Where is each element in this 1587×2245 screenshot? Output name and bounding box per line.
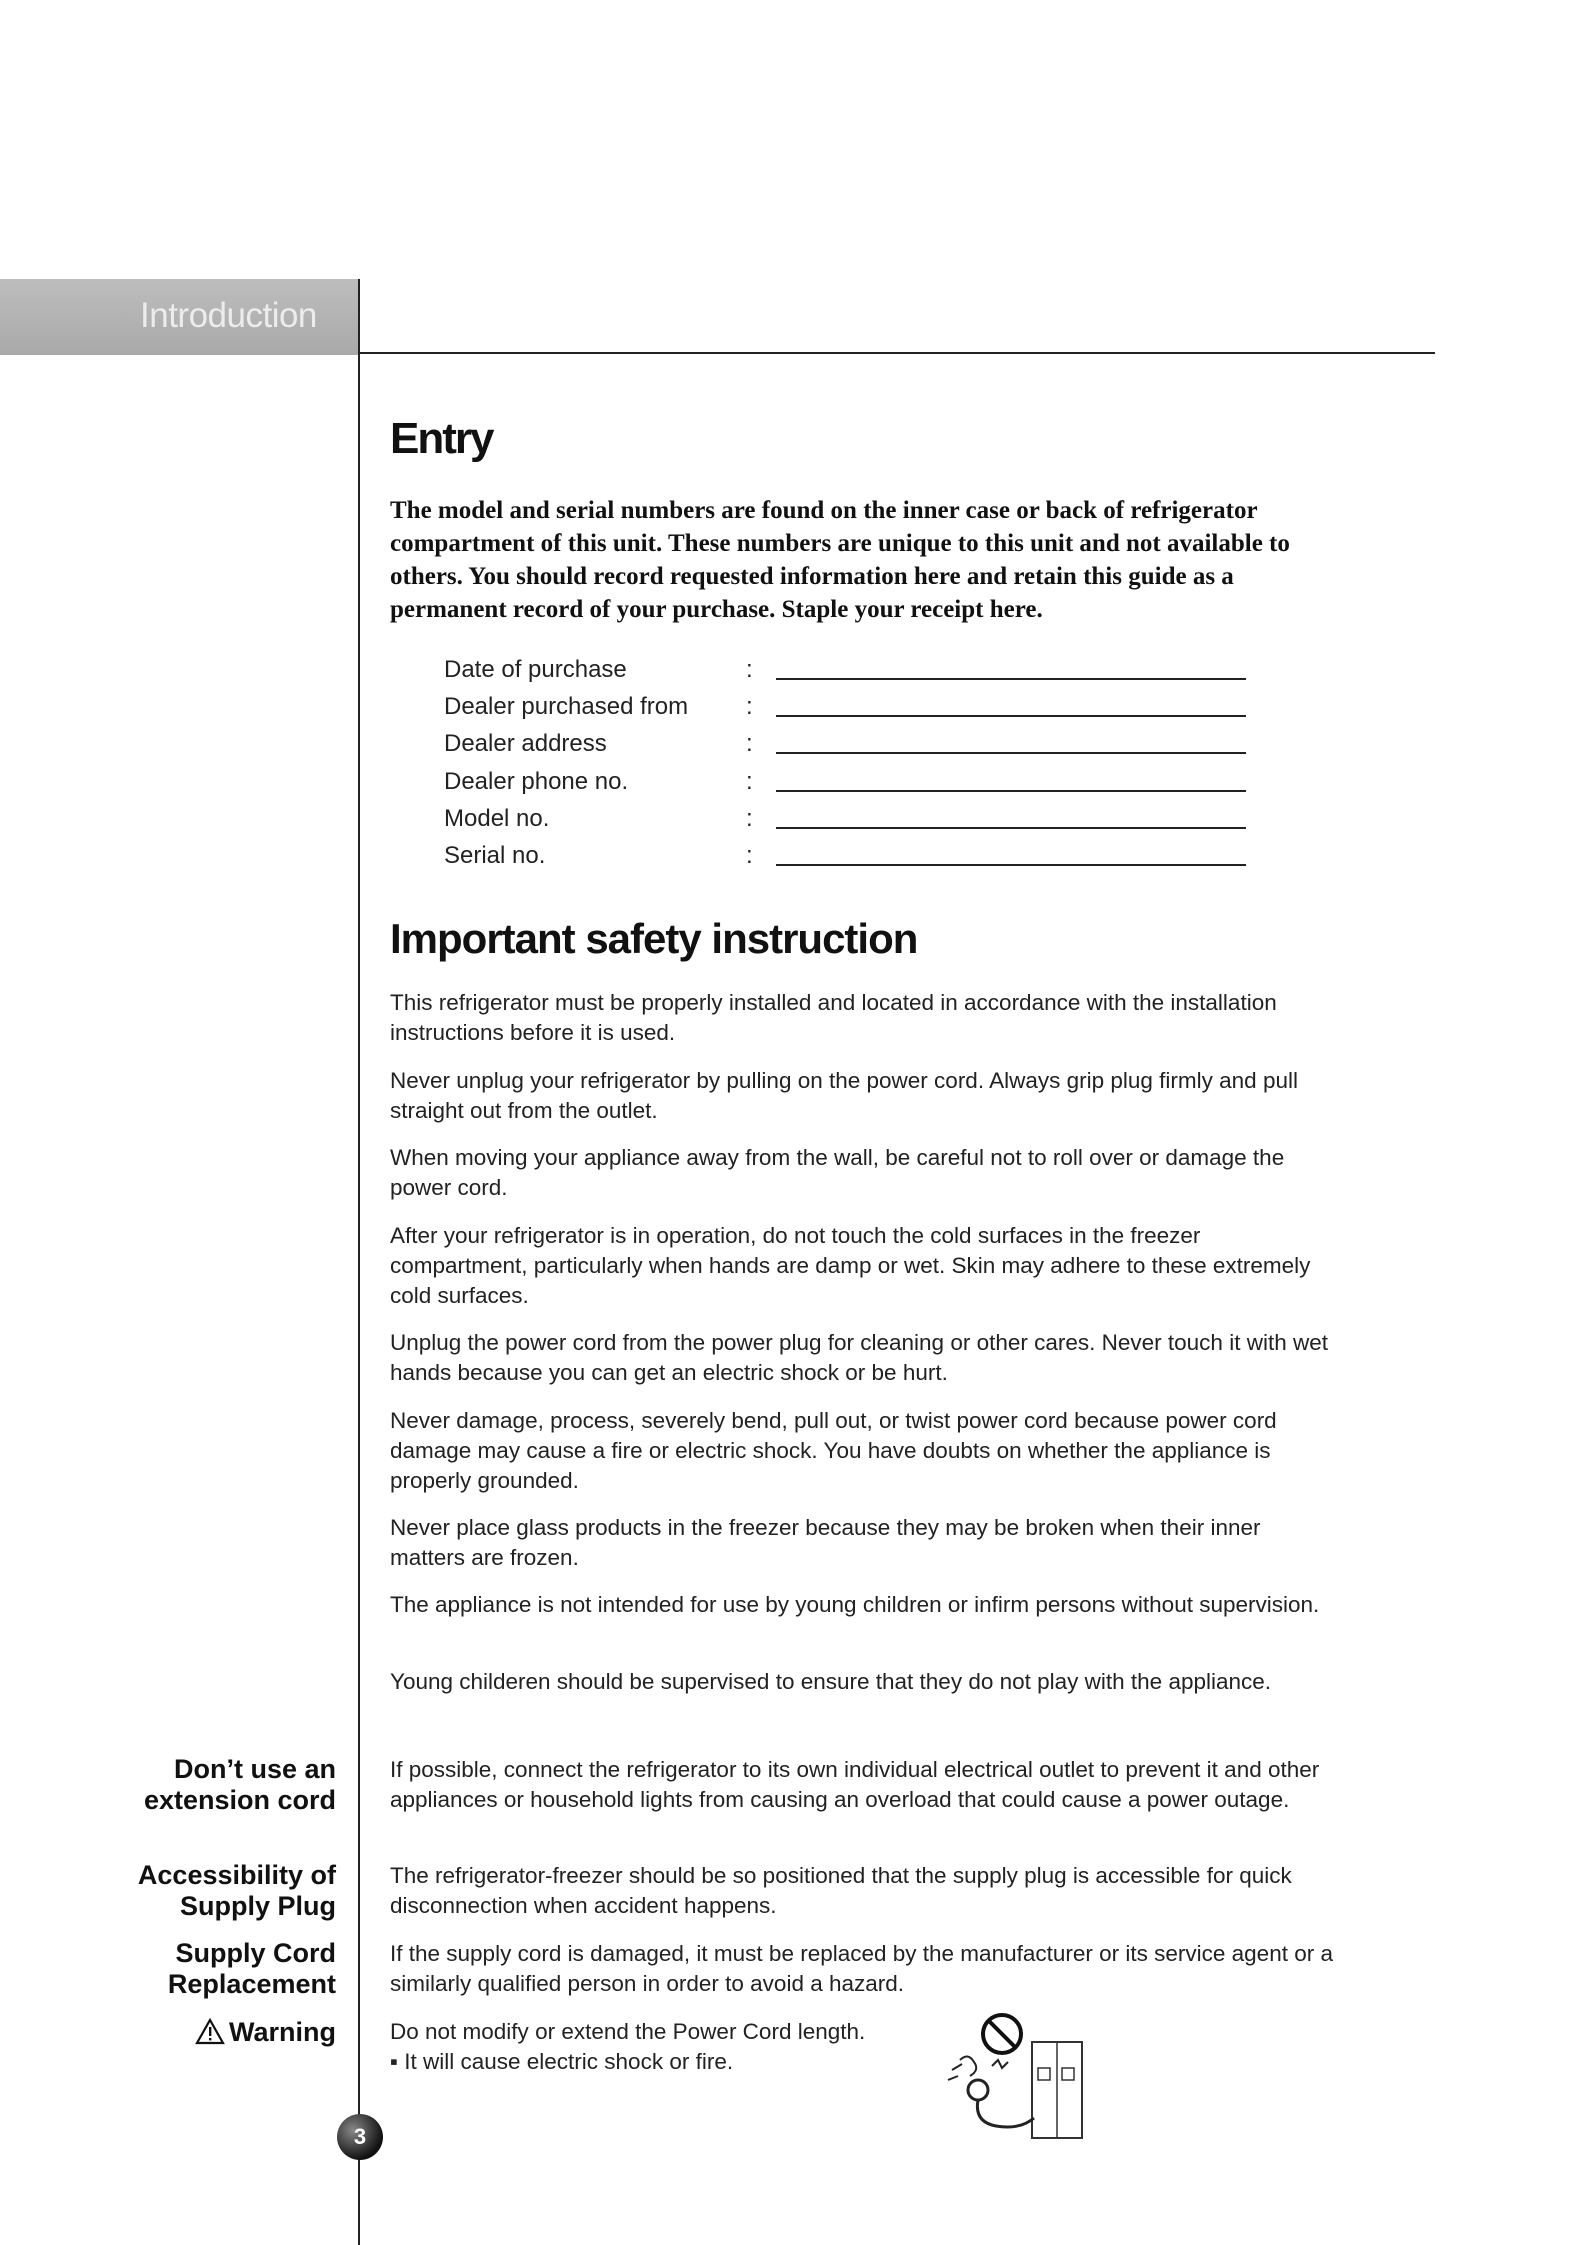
warning-bullet: ▪ It will cause electric shock or fire. xyxy=(390,2049,734,2074)
section-text-extension: If possible, connect the refrigerator to its own individual electrical outlet to prevent it and other appliances or household lights from causing an overload that could cause a power outage. xyxy=(390,1757,1320,1812)
horizontal-rule xyxy=(360,352,1435,354)
warning-label: Warning xyxy=(229,2017,336,2047)
section-text-cord-replacement: If the supply cord is damaged, it must be replaced by the manufacturer or its service agent or a similarly qualified person in order to avoid a hazard. xyxy=(390,1941,1333,1996)
safety-paragraph: After your refrigerator is in operation, do not touch the cold surfaces in the freezer compartment, particularly when hands are damp or wet. Skin may adhere to these extremely cold surfaces. xyxy=(390,1223,1311,1308)
form-colon: : xyxy=(746,805,753,832)
form-label: Model no. xyxy=(444,805,550,832)
section-tab-label: Introduction xyxy=(140,296,317,335)
entry-title: Entry xyxy=(390,414,493,463)
form-blank-line[interactable] xyxy=(776,752,1246,754)
form-colon: : xyxy=(746,730,753,757)
safety-paragraph: Unplug the power cord from the power plug for cleaning or other cares. Never touch it with wet hands because you can get an electric shock or be hurt. xyxy=(390,1330,1328,1385)
entry-intro: The model and serial numbers are found on the inner case or back of refrigerator compartment of this unit. These numbers are unique to this unit and not available to others. You should record requested information here and retain this guide as a permanent record of your purchase. Staple your receipt here. xyxy=(390,497,1290,623)
form-blank-line[interactable] xyxy=(776,790,1246,792)
form-label: Date of purchase xyxy=(444,656,627,683)
form-blank-line[interactable] xyxy=(776,715,1246,717)
safety-paragraph: When moving your appliance away from the wall, be careful not to roll over or damage the power cord. xyxy=(390,1145,1285,1200)
safety-paragraph: This refrigerator must be properly installed and located in accordance with the installation instructions before it is used. xyxy=(390,990,1277,1045)
side-heading-cord-replacement: Supply Cord Replacement xyxy=(167,1938,336,1999)
form-colon: : xyxy=(746,842,753,869)
form-label: Dealer address xyxy=(444,730,607,757)
form-label: Dealer purchased from xyxy=(444,693,689,720)
form-blank-line[interactable] xyxy=(776,827,1246,829)
vertical-rule xyxy=(358,279,360,2245)
form-colon: : xyxy=(746,693,753,720)
form-label: Serial no. xyxy=(444,842,546,869)
form-colon: : xyxy=(746,768,753,795)
side-heading-extension: Don’t use an extension cord xyxy=(143,1754,336,1815)
side-heading-accessibility: Accessibility of Supply Plug xyxy=(137,1860,336,1921)
no-extension-cord-icon xyxy=(940,2010,1090,2145)
safety-paragraph: Never damage, process, severely bend, pull out, or twist power cord because power cord damage may cause a fire or electric shock. You have doubts on whether the appliance is properly grounded. xyxy=(390,1408,1277,1493)
safety-paragraph: Never place glass products in the freezer because they may be broken when their inner matters are frozen. xyxy=(390,1515,1261,1570)
form-blank-line[interactable] xyxy=(776,864,1246,866)
warning-text: Do not modify or extend the Power Cord length. xyxy=(390,2019,866,2044)
form-colon: : xyxy=(746,656,753,683)
form-label: Dealer phone no. xyxy=(444,768,629,795)
side-heading-warning xyxy=(76,2017,336,2052)
warning-triangle-icon xyxy=(195,2018,225,2052)
section-text-accessibility: The refrigerator-freezer should be so positioned that the supply plug is accessible for quick disconnection when accident happens. xyxy=(390,1863,1292,1918)
safety-paragraph: Never unplug your refrigerator by pulling on the power cord. Always grip plug firmly and pull straight out from the outlet. xyxy=(390,1068,1298,1123)
safety-title: Important safety instruction xyxy=(390,915,918,962)
safety-paragraph: Young childeren should be supervised to ensure that they do not play with the appliance. xyxy=(390,1669,1272,1694)
safety-paragraph: The appliance is not intended for use by young children or infirm persons without supervision. xyxy=(390,1592,1320,1617)
page-number-badge: 3 xyxy=(337,2114,383,2160)
form-blank-line[interactable] xyxy=(776,678,1246,680)
